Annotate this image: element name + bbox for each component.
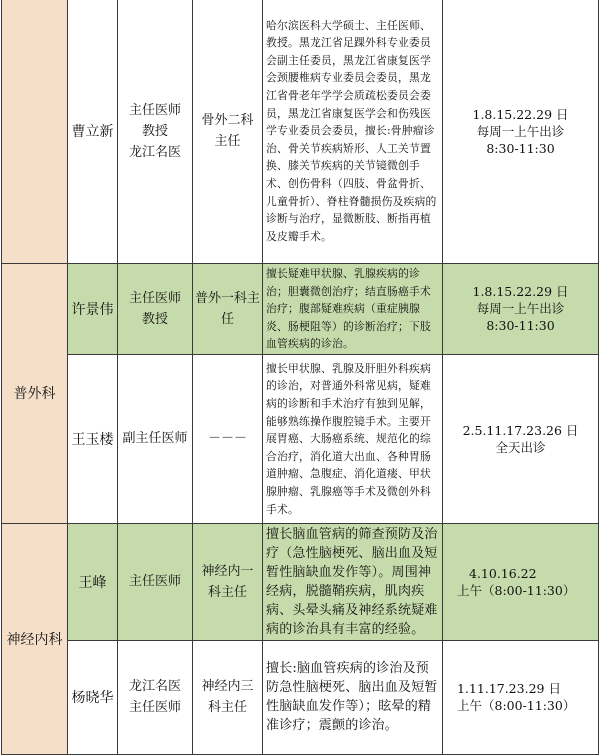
doctor-position: 骨外二科 主任 (193, 0, 263, 264)
department-cell-bone (2, 0, 68, 264)
doctor-specialty: 擅长:脑血管疾病的诊治及预防急性脑梗死、脑出血及短暂性脑缺血发作等）；眩晕的精准诊疗；震颤的诊治。 (263, 640, 443, 754)
doctor-name: 许景伟 (68, 264, 118, 355)
doctor-specialty: 哈尔滨医科大学硕士、主任医师、教授。黑龙江省足踝外科专业委员会副主任委员，黑龙江省康复医学会颈腰椎病专业委员会委员，黑龙江省骨老年学学会质疏松委员会委员，黑龙江省康复医学会和伤残医学专业委员会委员，擅长:骨肿瘤诊治、骨关节疾病矫形、人工关节置换、膝关节疾病的关节镜微创手术、创伤骨科（四肢、骨盆骨折、儿童骨折）、脊柱脊髓损伤及疾病的诊断与治疗，显微断肢、断指再植及皮瓣手术。 (263, 0, 443, 264)
doctor-specialty: 擅长疑难甲状腺、乳腺疾病的诊治；胆囊微创治疗；结直肠癌手术治疗；腹部疑难疾病（重症胰腺炎、肠梗阻等）的诊断治疗；下肢血管疾病的诊治。 (263, 264, 443, 355)
doctor-name: 杨晓华 (68, 640, 118, 754)
doctor-schedule: 4.10.16.22 上午（8:00-11:30） (443, 523, 599, 640)
doctor-position: －－－ (193, 354, 263, 523)
doctor-schedule: 1.8.15.22.29 日 每周一上午出诊 8:30-11:30 (443, 264, 599, 355)
doctor-position: 神经内一 科主任 (193, 523, 263, 640)
doctor-row (2, 354, 599, 523)
doctor-position: 普外一科主 任 (193, 264, 263, 355)
doctor-schedule-table (1, 0, 599, 755)
doctor-row (2, 264, 599, 355)
doctor-name: 王峰 (68, 523, 118, 640)
doctor-row (2, 523, 599, 640)
doctor-schedule: 1.11.17.23.29 日 上午（8:00-11:30） (443, 640, 599, 754)
doctor-name: 曹立新 (68, 0, 118, 264)
doctor-schedule: 1.8.15.22.29 日 每周一上午出诊 8:30-11:30 (443, 0, 599, 264)
doctor-specialty: 擅长脑血管病的筛查预防及治疗（急性脑梗死、脑出血及短暂性脑缺血发作等）。周围神经病，脱髓鞘疾病，肌肉疾病、头晕头痛及神经系统疑难病的诊治具有丰富的经验。 (263, 523, 443, 640)
department-cell-neurology: 神经内科 (2, 523, 68, 754)
doctor-title: 主任医师 (118, 523, 193, 640)
doctor-title: 龙江名医 主任医师 (118, 640, 193, 754)
doctor-name: 王玉楼 (68, 354, 118, 523)
doctor-row (2, 640, 599, 754)
doctor-title: 副主任医师 (118, 354, 193, 523)
doctor-title: 主任医师 教授 龙江名医 (118, 0, 193, 264)
doctor-position: 神经内三 科主任 (193, 640, 263, 754)
doctor-specialty: 擅长甲状腺、乳腺及肝胆外科疾病的诊治，对普通外科常见病，疑难病的诊断和手术治疗有独到见解，能够熟练操作腹腔镜手术。主要开展胃癌、大肠癌系统、规范化的综合治疗，消化道大出血、各种胃肠道肿瘤、急腹症、消化道瘘、甲状腺肿瘤、乳腺癌等手术及微创外科手术。 (263, 354, 443, 523)
doctor-schedule: 2.5.11.17.23.26 日 全天出诊 (443, 354, 599, 523)
doctor-row (2, 0, 599, 264)
department-cell-general-surgery: 普外科 (2, 264, 68, 524)
doctor-title: 主任医师 教授 (118, 264, 193, 355)
